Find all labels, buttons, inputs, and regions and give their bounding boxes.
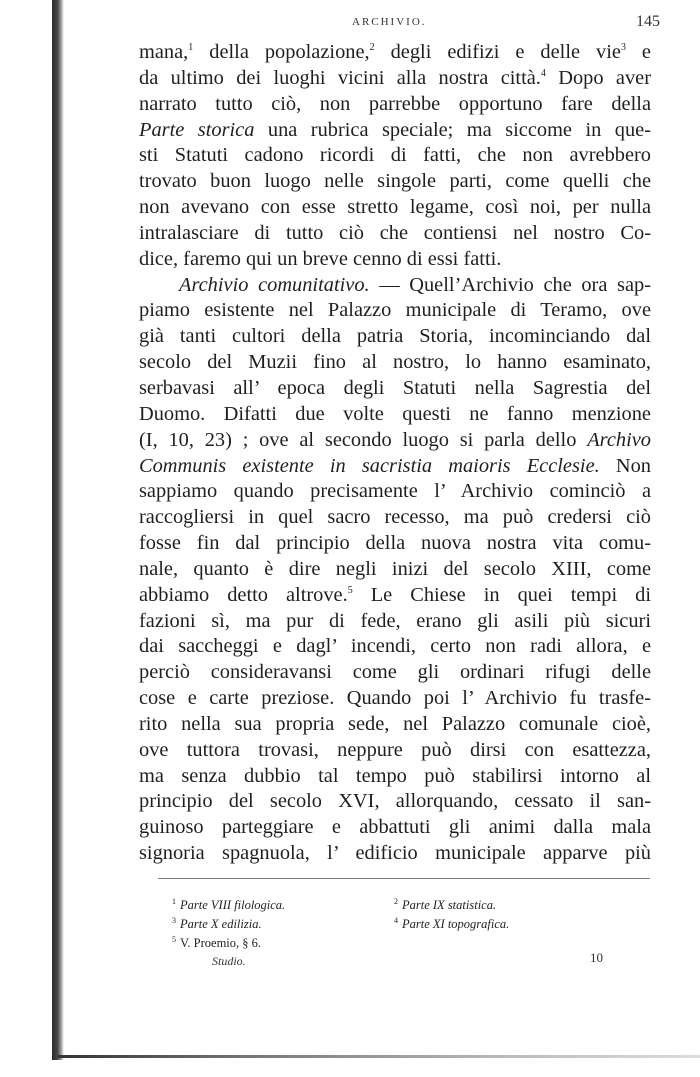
italic-text: Archivio comunitativo. [179, 273, 370, 296]
text-run: guinoso parteggiare e abbattuti gli animi dalla mala [139, 816, 651, 839]
text-line [139, 143, 651, 169]
text-line [139, 660, 651, 686]
text-run: della popolazione, [193, 41, 370, 63]
text-run: narrato tutto ciò, non parrebbe opportuno fare della [139, 92, 651, 115]
footnote-mark: 4 [394, 916, 398, 925]
text-run: una rubrica speciale; ma siccome in que- [254, 118, 652, 141]
footnote [172, 930, 261, 953]
text-line [139, 557, 651, 583]
text-run: sappiamo quando precisamente l’ Archivio cominciò a [139, 480, 651, 503]
text-line [139, 428, 651, 454]
text-run: mana, [139, 41, 189, 63]
footnote-reference: 4 [540, 68, 546, 80]
text-line [139, 686, 651, 712]
text-run: sti Statuti cadono ricordi di fatti, che non avrebbero [139, 144, 651, 167]
text-run: da ultimo dei luoghi vicini alla nostra città. [139, 66, 541, 89]
text-line [139, 583, 651, 609]
footnote-reference: 2 [369, 42, 375, 54]
footnote-text: Parte XI topografica. [402, 917, 510, 932]
body-text [139, 40, 651, 867]
text-run: abbiamo detto altrove. [139, 583, 348, 606]
text-line [139, 634, 651, 660]
page-number: 145 [636, 13, 660, 30]
footnote-row [172, 930, 652, 949]
text-run: ove tuttora trovasi, neppure può dirsi con esattezza, [139, 738, 651, 761]
text-run: serbavasi all’ epoca degli Statuti nella Sagrestia del [139, 376, 651, 399]
text-run: perciò consideravansi come gli ordinari rifugi delle [139, 661, 651, 684]
text-line [139, 789, 651, 815]
text-run: piamo esistente nel Palazzo municipale di Teramo, ove [139, 299, 651, 322]
text-line [139, 195, 651, 221]
text-line [139, 92, 651, 118]
text-run: cose e carte preziose. Quando poi l’ Archivio fu trasfe- [139, 687, 651, 710]
text-run: ma senza dubbio tal tempo può stabilirsi intorno al [139, 764, 651, 787]
text-run: intralasciare di tutto ciò che contiensi nel nostro Co- [139, 221, 651, 244]
text-run: degli edifizi e delle vie [374, 41, 621, 63]
text-line [139, 712, 651, 738]
footnote-reference: 5 [347, 584, 353, 596]
footnote-mark: 5 [172, 935, 176, 944]
footnote-row [172, 892, 652, 911]
italic-text: Parte storica [139, 118, 255, 141]
footnote-text: Parte VIII filologica. [180, 898, 286, 913]
text-line [139, 66, 651, 92]
text-run: principio del secolo XVI, allorquando, cessato il san- [139, 790, 651, 813]
italic-text: Communis existente in sacristia maioris Ecclesie. [139, 454, 600, 477]
text-run: secolo del Muzii fino al nostro, lo hanno esaminato, [139, 351, 651, 374]
text-line [139, 169, 651, 195]
text-line [139, 764, 651, 790]
text-run: e [625, 41, 651, 63]
running-head [140, 14, 660, 34]
text-run: dice, faremo qui un breve cenno di essi fatti. [139, 247, 502, 270]
text-run: già tanti cultori della patria Storia, incominciando dal [139, 325, 651, 348]
text-line [139, 531, 651, 557]
footnote-row [172, 911, 652, 930]
text-run: Dopo aver [545, 66, 651, 89]
text-run: trovato buon luogo nelle singole parti, come quelli che [139, 170, 651, 193]
text-line [139, 454, 651, 480]
text-run: non avevano con esse stretto legame, così noi, per nulla [139, 196, 651, 219]
text-line [139, 402, 651, 428]
text-line [139, 350, 651, 376]
footnote-text: Parte IX statistica. [402, 898, 497, 913]
italic-text: Archivo [587, 428, 651, 451]
text-line [139, 609, 651, 635]
footnotes [172, 892, 652, 949]
text-line [139, 247, 651, 273]
text-line [139, 815, 651, 841]
text-line [139, 505, 651, 531]
text-run: signoria spagnuola, l’ edificio municipale apparve più [139, 842, 651, 865]
text-run: nale, quanto è dire negli inizi del secolo XIII, come [139, 557, 651, 580]
footnote-mark: 1 [172, 897, 176, 906]
signature-mark: Studio. [212, 954, 246, 968]
text-line [139, 298, 651, 324]
footnote-mark: 2 [394, 897, 398, 906]
footnote-rule [158, 878, 650, 879]
text-run: rito nella sua propria sede, nel Palazzo comunale cioè, [139, 712, 651, 735]
text-line [139, 738, 651, 764]
text-run: fazioni sì, ma pur di fede, erano gli asili più sicuri [139, 609, 651, 632]
footnote-mark: 3 [172, 916, 176, 925]
footnote-text: V. Proemio, § 6. [180, 936, 262, 951]
running-head-title: ARCHIVIO. [352, 16, 427, 28]
text-line [139, 841, 651, 867]
text-line [139, 376, 651, 402]
text-line [139, 273, 651, 299]
text-line [139, 40, 651, 66]
sheet-number: 10 [590, 950, 603, 965]
text-line [139, 221, 651, 247]
text-line [139, 324, 651, 350]
text-run: Non [599, 454, 651, 477]
footnote-reference: 1 [188, 42, 194, 54]
footnote-reference: 3 [620, 42, 626, 54]
text-line [139, 118, 651, 144]
footnote-text: Parte X edilizia. [180, 917, 262, 932]
text-run: (I, 10, 23) ; ove al secondo luogo si parla dello [139, 428, 588, 451]
text-run: dai saccheggi e dagl’ incendi, certo non radi allora, e [139, 635, 651, 658]
text-run: raccogliersi in quel sacro recesso, ma può credersi ciò [139, 506, 651, 529]
text-run: fosse fin dal principio della nuova nostra vita comu- [139, 532, 651, 555]
text-run: Le Chiese in quei tempi di [352, 583, 651, 606]
text-run: Duomo. Difatti due volte questi ne fanno menzione [139, 402, 651, 425]
text-run: — Quell’Archivio che ora sap- [369, 273, 651, 296]
text-line [139, 479, 651, 505]
